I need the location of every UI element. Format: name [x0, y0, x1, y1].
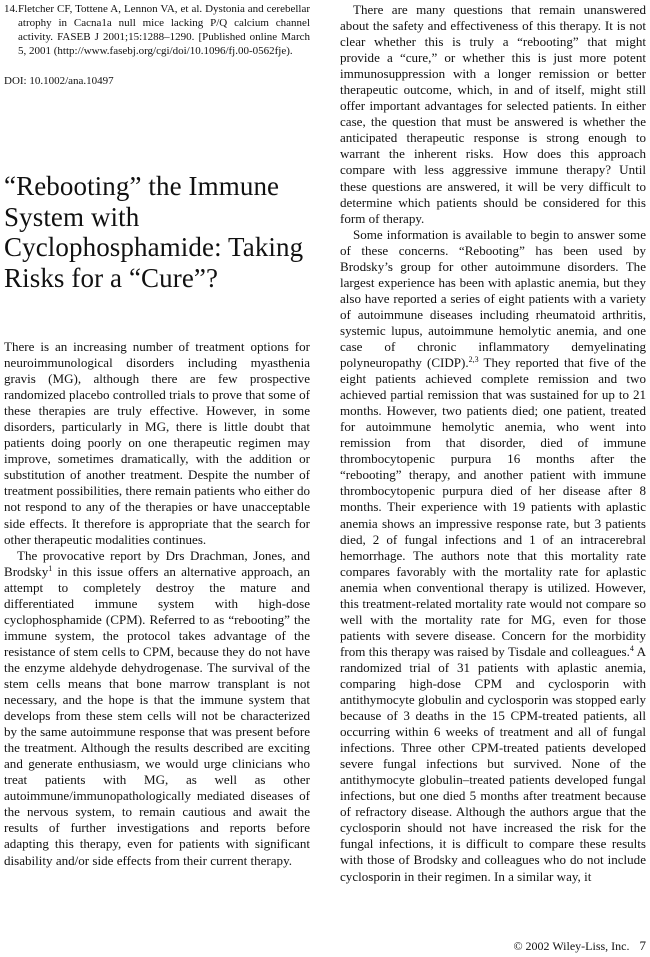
paragraph-1: There is an increasing number of treatment options for neuroimmunological disorders including myasthenia gravis (MG), although there are few prospective randomized placebo controlled trials to prove that some of these therapies are truly effective. However, in some disorders, particularly in MG, there is little doubt that patients doing poorly on one therapeutic regimen may improve, sometimes dramatically, with the addition or substitution of another treatment. Despite the number of treatment possibilities, there remain patients who either do not respond to any of the therapies or have unacceptable side effects. It therefore is appropriate that the search for other therapeutic modalities continues. [4, 339, 310, 547]
paragraph-4: Some information is available to begin to answer some of these concerns. “Rebooting” has been used by Brodsky’s group for other autoimmune disorders. The largest experience has been with aplastic anemia, but they also have reported a series of eight patients with a variety of autoimmune diseases including rheumatoid arthritis, systemic lupus, autoimmune hemolytic anemia, and one case of chronic inflammatory demyelinating polyneuropathy (CIDP).$^{2,3}$ They reported that five of the eight patients achieved complete remission and two achieved partial remission that was sustained for up to 21 months. However, two patients died; one patient, treated for autoimmune hemolytic anemia, who went into remission from that disorder, died of immune thrombocytopenic purpura 16 months after the “rebooting” therapy, and another patient with immune thrombocytopenic purpura died of her disease after 8 months. Their experience with 19 patients with aplastic anemia shows an impressive response rate, but 3 patients died, 2 of fungal infections and 1 of an intracerebral hemorrhage. The authors note that this mortality rate compares favorably with the mortality rate for aplastic anemia when conventional therapy is utilized. However, this treatment-related mortality rate would not compare so well with the mortality rate for MG, even for those patients with severe disease. Concern for the morbidity from this therapy was raised by Tisdale and colleagues.$^4$ A randomized trial of 31 patients with aplastic anemia, comparing high-dose CPM and cyclosporin with antithymocyte globulin and cyclosporin was stopped early because of 3 deaths in the 15 CPM-treated patients, all occurring within 6 weeks of treatment and all of fungal infections. Three other CPM-treated patients developed severe fungal infections but survived. None of the antithymocyte globulin–treated patients developed fungal infections, but one died 5 months after treatment because of refractory disease. Although the authors argue that the cyclosporin should not have increased the risk for the fungal infections, it is difficult to compare these results with those of Brodsky and colleagues who do not include cyclosporin in their regimen. In a similar way, it [340, 226, 646, 884]
left-column [4, 0, 310, 868]
citation-sup: 1 [48, 563, 53, 573]
left-body [4, 339, 310, 869]
paragraph-3: There are many questions that remain unanswered about the safety and effectiveness of this therapy. It is not clear whether this is truly a “rebooting” that might provide a “cure,” or whether this is just more potent immunosuppression with a longer remission or better therapeutic outcome, which, in and of itself, might still offer important advantages for selected patients. In either case, the question that must be answered is whether the anticipated therapeutic response is strong enough to warrant the inherent risks. How does this approach compare with less aggressive immune therapy? Until these questions are answered, it will be very difficult to determine which patients should be considered for this form of therapy. [340, 2, 646, 226]
doi-line: DOI: 10.1002/ana.10497 [4, 75, 114, 87]
copyright: © 2002 Wiley-Liss, Inc. [513, 939, 630, 953]
article-title: “Rebooting” the Immune System with Cyclophosphamide: Taking Risks for a “Cure”? [4, 171, 304, 293]
page-footer [513, 939, 646, 953]
paragraph-2: The provocative report by Drs Drachman, Jones, and Brodsky$^1$ in this issue offers an alternative approach, an attempt to completely destroy the mature and differentiated immune system with high-dose cyclophosphamide (CPM). Referred to as “rebooting” the immune system, the protocol takes advantage of the resistance of stem cells to CPM, because they do not have the enzyme aldehyde dehydrogenase. The survival of the stem cells means that bone marrow transplant is not necessary, and the hope is that the immune system that develops from these stem cells will not be characterized by the same autoimmune response that was present before the treatment. Although the results described are exciting and generate enthusiasm, we would urge clinicians who treat patients with MG, as well as other autoimmune/immunopathologically mediated diseases of the nervous system, to remain cautious and await the results of further investigations and reports before adapting this therapy, even for patients with significant disability and/or side effects from their current therapy. [4, 547, 310, 868]
reference-number: 14. [4, 3, 18, 15]
citation-sup: 4 [629, 643, 634, 653]
right-body [340, 2, 646, 885]
page-number: 7 [639, 938, 646, 953]
reference-entry [4, 2, 310, 58]
right-column [340, 0, 646, 885]
reference-text: Fletcher CF, Tottene A, Lennon VA, et al. Dystonia and cerebellar atrophy in Cacna1a null mice lacking P/Q calcium channel activity. FASEB J 2001;15:1288–1290. [Published online March 5, 2001 (http://www.fasebj.org/cgi/doi/10.1096/fj.00-0562fje). [18, 3, 310, 57]
citation-sup: 2,3 [468, 355, 479, 365]
